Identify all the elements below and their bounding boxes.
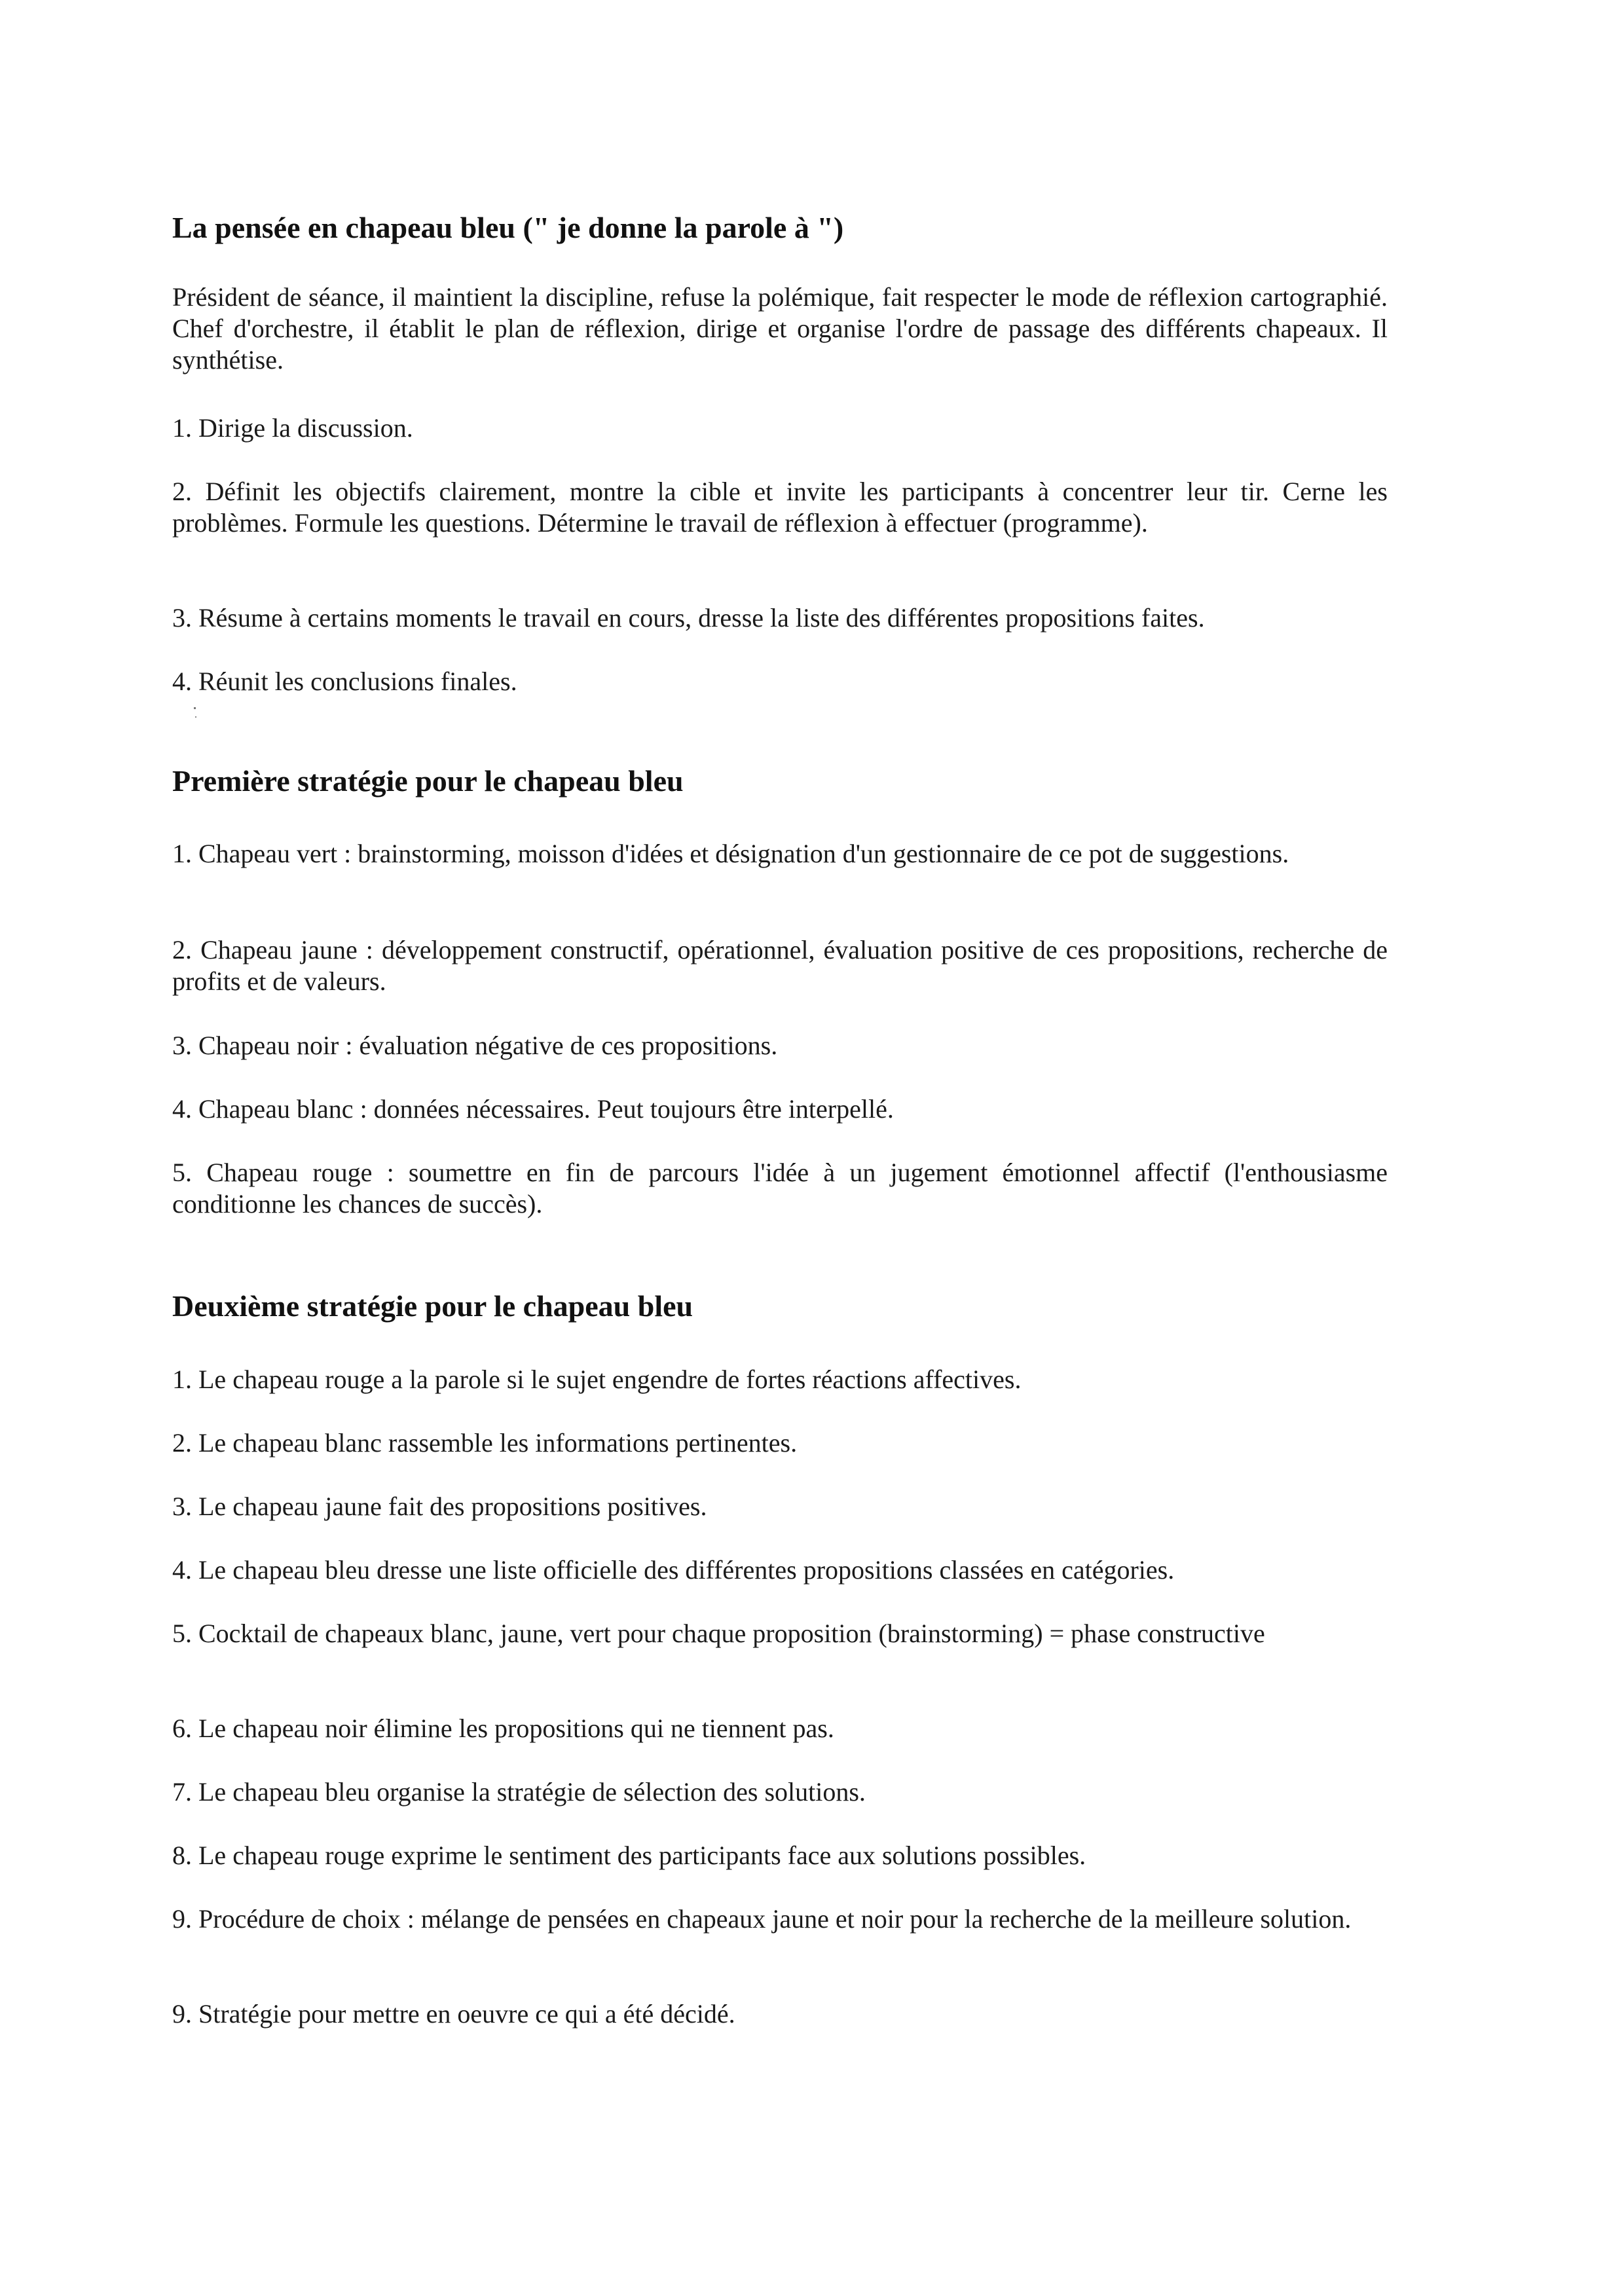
- list-item: 9. Stratégie pour mettre en oeuvre ce qui a été décidé.: [172, 1999, 735, 2029]
- list-item: 1. Chapeau vert : brainstorming, moisson d'idées et désignation d'un gestionnaire de ce pot de suggestions.: [172, 839, 1289, 868]
- section-title-deuxieme-strategie: Deuxième stratégie pour le chapeau bleu: [172, 1289, 693, 1323]
- intro-paragraph: Président de séance, il maintient la discipline, refuse la polémique, fait respecter le mode de réflexion cartographié. Chef d'orchestre, il établit le plan de réflexion, dirige et organise l'ordre de passage des différents chapeaux. Il synthétise.: [172, 282, 1388, 375]
- list-item: 2. Chapeau jaune : développement constructif, opérationnel, évaluation positive de ces propositions, recherche de profits et de valeurs.: [172, 935, 1388, 996]
- list-item: 4. Chapeau blanc : données nécessaires. Peut toujours être interpellé.: [172, 1094, 894, 1124]
- scan-speck: [194, 707, 196, 709]
- list-item: 5. Cocktail de chapeaux blanc, jaune, vert pour chaque proposition (brainstorming) = phase constructive: [172, 1619, 1265, 1648]
- list-item: 2. Définit les objectifs clairement, montre la cible et invite les participants à concentrer leur tir. Cerne les problèmes. Formule les questions. Détermine le travail de réflexion à effectuer (programme).: [172, 477, 1388, 538]
- section-title-premiere-strategie: Première stratégie pour le chapeau bleu: [172, 764, 684, 798]
- list-item: 1. Le chapeau rouge a la parole si le sujet engendre de fortes réactions affectives.: [172, 1365, 1022, 1394]
- list-item: 4. Réunit les conclusions finales.: [172, 667, 517, 696]
- list-item: 3. Le chapeau jaune fait des propositions positives.: [172, 1492, 707, 1521]
- scan-speck: [195, 716, 196, 718]
- list-item: 6. Le chapeau noir élimine les propositions qui ne tiennent pas.: [172, 1714, 834, 1743]
- list-item: 7. Le chapeau bleu organise la stratégie de sélection des solutions.: [172, 1777, 866, 1807]
- list-item: 3. Chapeau noir : évaluation négative de ces propositions.: [172, 1031, 778, 1060]
- list-item: 5. Chapeau rouge : soumettre en fin de parcours l'idée à un jugement émotionnel affectif (l'enthousiasme conditionne les chances de succès).: [172, 1158, 1388, 1219]
- list-item: 9. Procédure de choix : mélange de pensées en chapeaux jaune et noir pour la recherche de la meilleure solution.: [172, 1904, 1352, 1934]
- list-item: 4. Le chapeau bleu dresse une liste officielle des différentes propositions classées en catégories.: [172, 1555, 1175, 1585]
- list-item: 1. Dirige la discussion.: [172, 413, 413, 443]
- section-title-chapeau-bleu: La pensée en chapeau bleu (" je donne la parole à "): [172, 211, 844, 244]
- list-item: 3. Résume à certains moments le travail en cours, dresse la liste des différentes propositions faites.: [172, 603, 1205, 633]
- list-item: 8. Le chapeau rouge exprime le sentiment des participants face aux solutions possibles.: [172, 1841, 1086, 1870]
- list-item: 2. Le chapeau blanc rassemble les informations pertinentes.: [172, 1428, 798, 1458]
